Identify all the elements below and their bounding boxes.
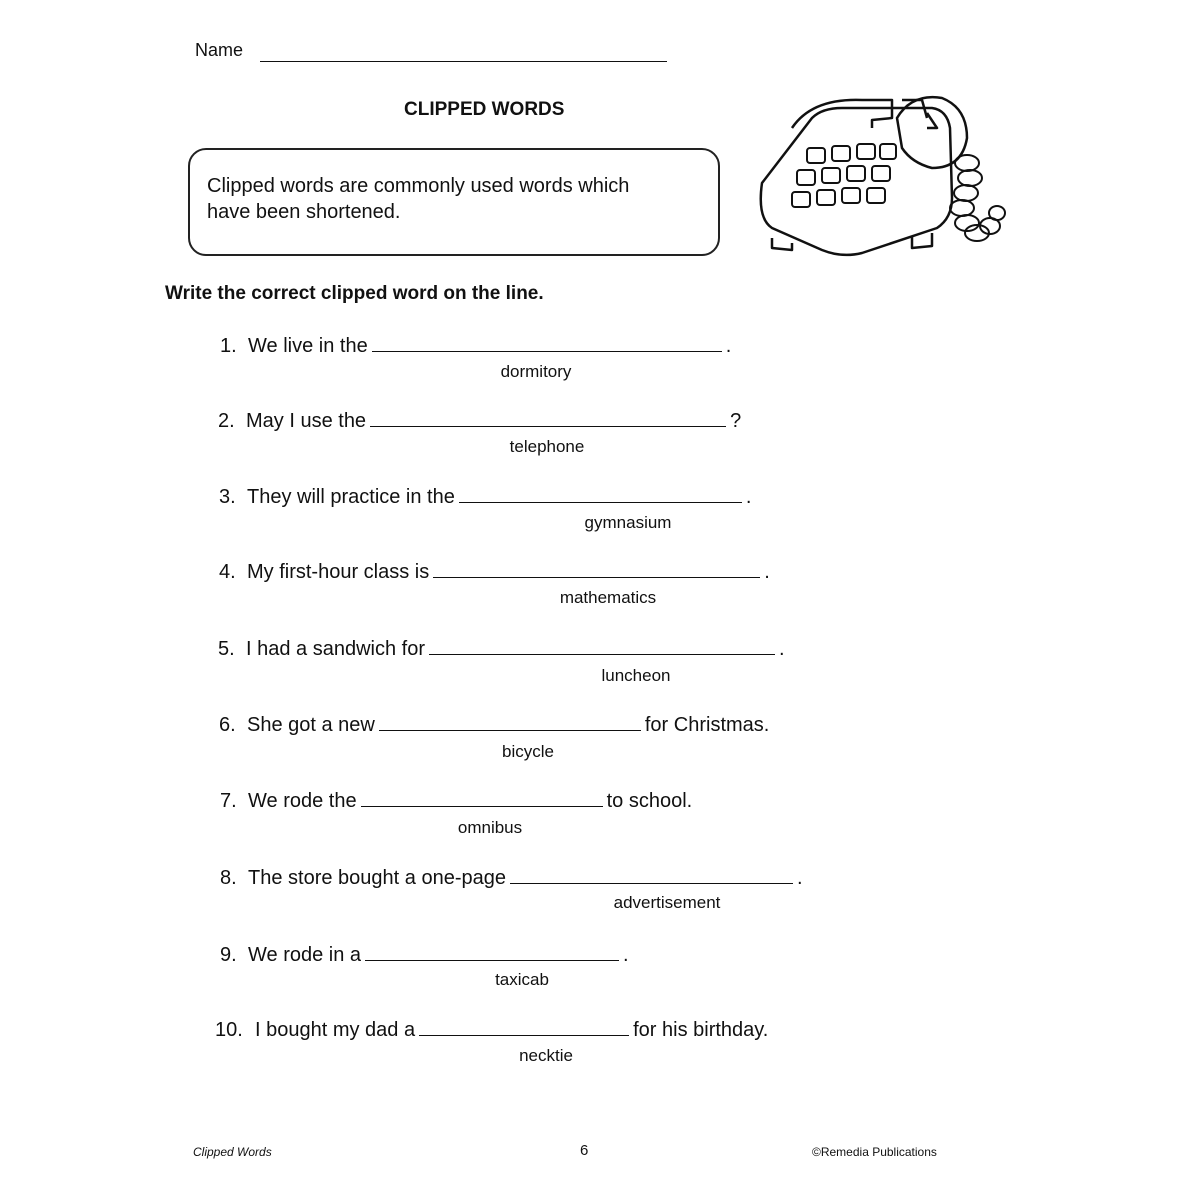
page-title: CLIPPED WORDS: [404, 99, 565, 120]
question-3: [219, 486, 751, 509]
question-suffix: .: [725, 335, 732, 357]
question-prefix: May I use the: [246, 410, 367, 432]
question-prefix: I bought my dad a: [255, 1019, 416, 1041]
hint-word: taxicab: [495, 970, 549, 989]
telephone-icon: [752, 88, 1008, 278]
answer-blank[interactable]: [429, 653, 775, 655]
question-number: 3.: [219, 486, 236, 508]
answer-blank[interactable]: [379, 729, 641, 731]
footer-title: Clipped Words: [193, 1145, 272, 1159]
answer-blank[interactable]: [433, 576, 760, 578]
answer-blank[interactable]: [372, 350, 722, 352]
question-number: 2.: [218, 410, 235, 432]
question-suffix: .: [796, 867, 803, 889]
hint-word: gymnasium: [584, 513, 672, 532]
question-prefix: She got a new: [247, 714, 375, 736]
question-prefix: We rode the: [248, 790, 357, 812]
answer-blank[interactable]: [419, 1034, 629, 1036]
footer-copyright: ©Remedia Publications: [812, 1145, 937, 1159]
question-suffix: to school.: [606, 790, 693, 812]
hint-word: advertisement: [613, 893, 721, 912]
question-number: 6.: [219, 714, 236, 736]
question-suffix: ?: [730, 410, 742, 432]
question-number: 4.: [219, 561, 236, 583]
question-prefix: The store bought a one-page: [248, 867, 506, 889]
question-number: 7.: [220, 790, 237, 812]
question-5: [218, 638, 785, 661]
question-9: [220, 944, 629, 967]
question-prefix: We live in the: [248, 335, 368, 357]
name-input-line[interactable]: [260, 61, 667, 62]
name-label: Name: [195, 40, 244, 60]
question-suffix: .: [779, 638, 785, 660]
hint-word: necktie: [519, 1046, 573, 1065]
question-prefix: We rode in a: [248, 944, 362, 966]
question-1: [220, 335, 731, 358]
hint-word: telephone: [509, 437, 585, 456]
page-number: 6: [580, 1142, 589, 1159]
question-prefix: I had a sandwich for: [246, 638, 425, 660]
question-number: 10.: [215, 1019, 243, 1041]
question-4: [219, 561, 770, 584]
hint-word: dormitory: [500, 362, 572, 381]
question-number: 5.: [218, 638, 235, 660]
hint-word: omnibus: [457, 818, 523, 837]
answer-blank[interactable]: [370, 425, 726, 427]
question-suffix: .: [764, 561, 770, 583]
question-prefix: They will practice in the: [247, 486, 455, 508]
definition-line-2: have been shortened.: [207, 201, 401, 223]
answer-blank[interactable]: [510, 882, 793, 884]
question-7: [220, 790, 692, 813]
hint-word: mathematics: [559, 588, 657, 607]
answer-blank[interactable]: [361, 805, 603, 807]
question-number: 1.: [220, 335, 237, 357]
hint-word: bicycle: [502, 742, 554, 761]
question-prefix: My first-hour class is: [247, 561, 430, 583]
question-8: [220, 867, 803, 890]
hint-word: luncheon: [601, 666, 671, 685]
answer-blank[interactable]: [365, 959, 619, 961]
question-suffix: .: [623, 944, 629, 966]
question-number: 8.: [220, 867, 237, 889]
question-suffix: .: [745, 486, 752, 508]
question-6: [219, 714, 769, 737]
question-number: 9.: [220, 944, 237, 966]
question-suffix: for Christmas.: [644, 714, 770, 736]
question-suffix: for his birthday.: [633, 1019, 769, 1041]
definition-line-1: Clipped words are commonly used words which: [207, 175, 630, 197]
question-10: [215, 1019, 768, 1042]
instructions: Write the correct clipped word on the line.: [165, 283, 544, 304]
answer-blank[interactable]: [459, 501, 742, 503]
question-2: [218, 410, 741, 433]
